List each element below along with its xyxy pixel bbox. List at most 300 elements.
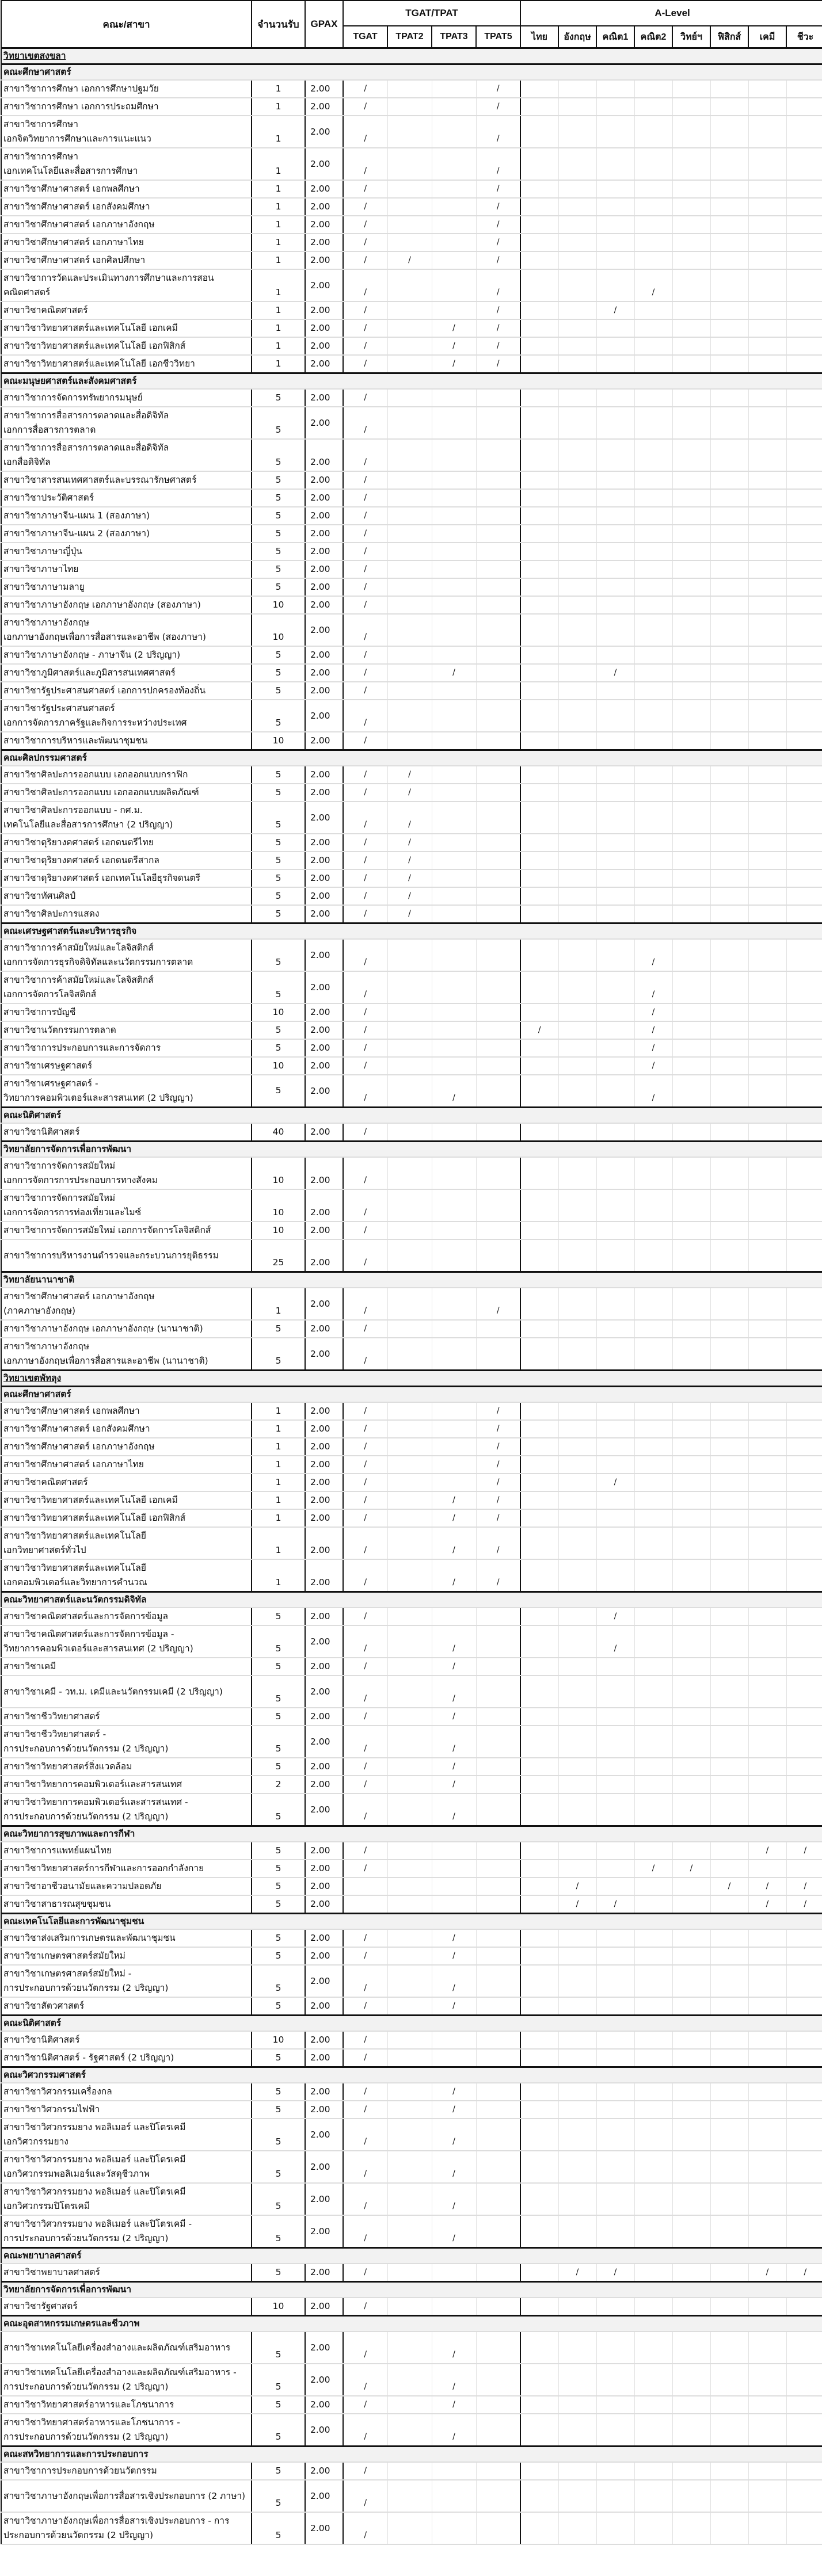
empty-requirement-cell xyxy=(558,1491,596,1509)
empty-requirement-cell xyxy=(387,614,432,646)
required-check-mark: / xyxy=(343,525,387,543)
seats-value: 1 xyxy=(252,1527,305,1559)
empty-requirement-cell xyxy=(634,319,672,337)
program-name: สาขาวิชาวิทยาศาสตร์และเทคโนโลยี เอกเคมี xyxy=(1,1491,252,1509)
empty-requirement-cell xyxy=(432,596,476,614)
program-name: สาขาวิชาเทคโนโลยีเครื่องสำอางและผลิตภัณฑ์เสริมอาหาร xyxy=(1,2331,252,2364)
empty-requirement-cell xyxy=(748,116,786,148)
required-check-mark: / xyxy=(343,1625,387,1658)
empty-requirement-cell xyxy=(672,2480,710,2512)
empty-requirement-cell xyxy=(786,251,822,269)
required-check-mark: / xyxy=(343,1758,387,1776)
empty-requirement-cell xyxy=(520,2049,558,2067)
program-row xyxy=(1,507,822,525)
empty-requirement-cell xyxy=(476,732,520,750)
empty-requirement-cell xyxy=(387,1676,432,1708)
required-check-mark: / xyxy=(476,1438,520,1456)
seats-value: 1 xyxy=(252,216,305,234)
program-row xyxy=(1,1877,822,1895)
empty-requirement-cell xyxy=(634,471,672,489)
empty-requirement-cell xyxy=(634,1726,672,1758)
empty-requirement-cell xyxy=(786,302,822,319)
program-row xyxy=(1,1189,822,1222)
empty-requirement-cell xyxy=(558,766,596,784)
empty-requirement-cell xyxy=(476,1860,520,1877)
empty-requirement-cell xyxy=(710,1402,748,1420)
empty-requirement-cell xyxy=(432,2480,476,2512)
empty-requirement-cell xyxy=(748,887,786,905)
empty-requirement-cell xyxy=(596,389,634,407)
program-row xyxy=(1,2462,822,2480)
empty-requirement-cell xyxy=(558,1420,596,1438)
empty-requirement-cell xyxy=(710,664,748,682)
empty-requirement-cell xyxy=(476,971,520,1003)
required-check-mark: / xyxy=(343,1123,387,1142)
program-row xyxy=(1,732,822,750)
empty-requirement-cell xyxy=(432,1895,476,1914)
empty-requirement-cell xyxy=(786,1320,822,1338)
empty-requirement-cell xyxy=(786,2151,822,2183)
gpax-value: 2.00 xyxy=(305,1965,343,1997)
empty-requirement-cell xyxy=(748,905,786,923)
empty-requirement-cell xyxy=(672,1947,710,1965)
empty-requirement-cell xyxy=(634,1793,672,1826)
gpax-value: 2.00 xyxy=(305,834,343,852)
empty-requirement-cell xyxy=(634,407,672,439)
empty-requirement-cell xyxy=(786,1057,822,1075)
seats-value: 5 xyxy=(252,2396,305,2414)
program-name: สาขาวิชาภาษามลายู xyxy=(1,578,252,596)
empty-requirement-cell xyxy=(520,1123,558,1142)
empty-requirement-cell xyxy=(634,1559,672,1592)
empty-requirement-cell xyxy=(786,1658,822,1676)
empty-requirement-cell xyxy=(786,1239,822,1272)
program-row xyxy=(1,234,822,251)
empty-requirement-cell xyxy=(558,1947,596,1965)
empty-requirement-cell xyxy=(387,543,432,560)
required-check-mark: / xyxy=(343,1726,387,1758)
empty-requirement-cell xyxy=(634,116,672,148)
empty-requirement-cell xyxy=(748,1402,786,1420)
empty-requirement-cell xyxy=(520,1965,558,1997)
seats-column-header: จำนวนรับ xyxy=(252,1,305,48)
program-row xyxy=(1,1625,822,1658)
program-row xyxy=(1,2083,822,2101)
empty-requirement-cell xyxy=(520,507,558,525)
program-name: สาขาวิชาวิทยาศาสตร์และเทคโนโลยี เอกฟิสิกส์ xyxy=(1,337,252,355)
required-check-mark: / xyxy=(387,802,432,834)
empty-requirement-cell xyxy=(634,1676,672,1708)
empty-requirement-cell xyxy=(672,1057,710,1075)
empty-requirement-cell xyxy=(476,869,520,887)
program-row xyxy=(1,1708,822,1726)
empty-requirement-cell xyxy=(786,869,822,887)
empty-requirement-cell xyxy=(634,1491,672,1509)
gpax-value: 2.00 xyxy=(305,216,343,234)
empty-requirement-cell xyxy=(476,1877,520,1895)
empty-requirement-cell xyxy=(596,1726,634,1758)
required-check-mark: / xyxy=(343,1239,387,1272)
program-name: สาขาวิชาการค้าสมัยใหม่และโลจิสติกส์ เอกการจัดการธุรกิจดิจิทัลและนวัตกรรมการตลาด xyxy=(1,939,252,971)
empty-requirement-cell xyxy=(672,251,710,269)
empty-requirement-cell xyxy=(596,1003,634,1021)
empty-requirement-cell xyxy=(476,2298,520,2316)
subject-column-header: เคมี xyxy=(748,26,786,48)
program-row xyxy=(1,180,822,198)
empty-requirement-cell xyxy=(748,700,786,732)
seats-value: 5 xyxy=(252,1997,305,2016)
seats-value: 5 xyxy=(252,1625,305,1658)
empty-requirement-cell xyxy=(596,1222,634,1239)
seats-value: 10 xyxy=(252,1222,305,1239)
faculty-name: คณะศิลปกรรมศาสตร์ xyxy=(1,750,822,766)
program-name: สาขาวิชาทัศนศิลป์ xyxy=(1,887,252,905)
required-check-mark: / xyxy=(343,1456,387,1474)
empty-requirement-cell xyxy=(748,489,786,507)
empty-requirement-cell xyxy=(672,578,710,596)
empty-requirement-cell xyxy=(710,682,748,700)
seats-value: 5 xyxy=(252,2364,305,2396)
program-row xyxy=(1,1929,822,1947)
empty-requirement-cell xyxy=(558,2480,596,2512)
empty-requirement-cell xyxy=(786,1776,822,1793)
program-row xyxy=(1,269,822,302)
empty-requirement-cell xyxy=(748,1420,786,1438)
seats-value: 5 xyxy=(252,439,305,471)
required-check-mark: / xyxy=(786,1877,822,1895)
empty-requirement-cell xyxy=(476,1708,520,1726)
required-check-mark: / xyxy=(343,2215,387,2248)
empty-requirement-cell xyxy=(387,578,432,596)
empty-requirement-cell xyxy=(558,98,596,116)
empty-requirement-cell xyxy=(634,1288,672,1320)
empty-requirement-cell xyxy=(634,1123,672,1142)
empty-requirement-cell xyxy=(710,1239,748,1272)
empty-requirement-cell xyxy=(634,852,672,869)
empty-requirement-cell xyxy=(476,407,520,439)
empty-requirement-cell xyxy=(634,2101,672,2119)
empty-requirement-cell xyxy=(520,269,558,302)
gpax-value: 2.00 xyxy=(305,700,343,732)
empty-requirement-cell xyxy=(634,1189,672,1222)
empty-requirement-cell xyxy=(748,507,786,525)
empty-requirement-cell xyxy=(476,1965,520,1997)
faculty-column-header: คณะ/สาขา xyxy=(1,1,252,48)
seats-value: 5 xyxy=(252,560,305,578)
empty-requirement-cell xyxy=(558,682,596,700)
empty-requirement-cell xyxy=(476,2101,520,2119)
program-row xyxy=(1,1003,822,1021)
empty-requirement-cell xyxy=(634,646,672,664)
required-check-mark: / xyxy=(343,1189,387,1222)
gpax-value: 2.00 xyxy=(305,1402,343,1420)
required-check-mark: / xyxy=(786,1842,822,1860)
required-check-mark: / xyxy=(558,2264,596,2282)
program-name: สาขาวิชาศิลปะการแสดง xyxy=(1,905,252,923)
empty-requirement-cell xyxy=(748,664,786,682)
gpax-value: 2.00 xyxy=(305,1438,343,1456)
gpax-value: 2.00 xyxy=(305,1021,343,1039)
empty-requirement-cell xyxy=(672,2331,710,2364)
empty-requirement-cell xyxy=(710,802,748,834)
empty-requirement-cell xyxy=(596,596,634,614)
empty-requirement-cell xyxy=(748,389,786,407)
required-check-mark: / xyxy=(476,216,520,234)
empty-requirement-cell xyxy=(786,471,822,489)
empty-requirement-cell xyxy=(520,302,558,319)
empty-requirement-cell xyxy=(748,869,786,887)
empty-requirement-cell xyxy=(634,869,672,887)
empty-requirement-cell xyxy=(432,269,476,302)
gpax-value: 2.00 xyxy=(305,1708,343,1726)
empty-requirement-cell xyxy=(596,766,634,784)
required-check-mark: / xyxy=(558,1895,596,1914)
program-name: สาขาวิชานิติศาสตร์ xyxy=(1,2031,252,2049)
empty-requirement-cell xyxy=(786,407,822,439)
gpax-value: 2.00 xyxy=(305,471,343,489)
empty-requirement-cell xyxy=(710,80,748,98)
empty-requirement-cell xyxy=(672,1420,710,1438)
empty-requirement-cell xyxy=(786,1075,822,1108)
empty-requirement-cell xyxy=(387,1965,432,1997)
empty-requirement-cell xyxy=(786,337,822,355)
empty-requirement-cell xyxy=(596,646,634,664)
empty-requirement-cell xyxy=(558,852,596,869)
empty-requirement-cell xyxy=(710,1559,748,1592)
empty-requirement-cell xyxy=(432,1021,476,1039)
program-row xyxy=(1,887,822,905)
empty-requirement-cell xyxy=(710,905,748,923)
empty-requirement-cell xyxy=(710,2215,748,2248)
empty-requirement-cell xyxy=(672,971,710,1003)
gpax-value: 2.00 xyxy=(305,784,343,802)
empty-requirement-cell xyxy=(710,1997,748,2016)
empty-requirement-cell xyxy=(672,2183,710,2215)
empty-requirement-cell xyxy=(710,869,748,887)
empty-requirement-cell xyxy=(387,234,432,251)
empty-requirement-cell xyxy=(710,1123,748,1142)
program-name: สาขาวิชาภาษาอังกฤษเพื่อการสื่อสารเชิงประกอบการ - การประกอบการด้วยนวัตกรรม (2 ปริญญา) xyxy=(1,2512,252,2544)
empty-requirement-cell xyxy=(634,198,672,216)
seats-value: 5 xyxy=(252,507,305,525)
empty-requirement-cell xyxy=(520,1189,558,1222)
required-check-mark: / xyxy=(476,1527,520,1559)
empty-requirement-cell xyxy=(672,355,710,373)
empty-requirement-cell xyxy=(596,2101,634,2119)
program-name: สาขาวิชาวิทยาศาสตร์และเทคโนโลยี เอกชีววิทยา xyxy=(1,355,252,373)
empty-requirement-cell xyxy=(387,525,432,543)
gpax-value: 2.00 xyxy=(305,732,343,750)
empty-requirement-cell xyxy=(710,2512,748,2544)
empty-requirement-cell xyxy=(634,700,672,732)
empty-requirement-cell xyxy=(476,1157,520,1189)
program-row xyxy=(1,1222,822,1239)
required-check-mark: / xyxy=(343,489,387,507)
empty-requirement-cell xyxy=(786,1189,822,1222)
empty-requirement-cell xyxy=(387,198,432,216)
empty-requirement-cell xyxy=(387,1222,432,1239)
empty-requirement-cell xyxy=(748,682,786,700)
empty-requirement-cell xyxy=(520,198,558,216)
faculty-name: คณะพยาบาลศาสตร์ xyxy=(1,2248,822,2264)
program-name: สาขาวิชาวิศวกรรมยาง พอลิเมอร์ และปิโตรเคมี - การประกอบการด้วยนวัตกรรม (2 ปริญญา) xyxy=(1,2215,252,2248)
required-check-mark: / xyxy=(432,2414,476,2447)
required-check-mark: / xyxy=(432,2215,476,2248)
seats-value: 5 xyxy=(252,1860,305,1877)
seats-value: 1 xyxy=(252,1456,305,1474)
empty-requirement-cell xyxy=(387,98,432,116)
program-row xyxy=(1,489,822,507)
empty-requirement-cell xyxy=(520,1456,558,1474)
empty-requirement-cell xyxy=(672,1726,710,1758)
empty-requirement-cell xyxy=(596,1021,634,1039)
empty-requirement-cell xyxy=(558,319,596,337)
empty-requirement-cell xyxy=(432,216,476,234)
required-check-mark: / xyxy=(634,1860,672,1877)
program-row xyxy=(1,2101,822,2119)
empty-requirement-cell xyxy=(672,596,710,614)
empty-requirement-cell xyxy=(710,1338,748,1371)
empty-requirement-cell xyxy=(672,1658,710,1676)
empty-requirement-cell xyxy=(558,614,596,646)
empty-requirement-cell xyxy=(634,784,672,802)
empty-requirement-cell xyxy=(596,1658,634,1676)
program-name: สาขาวิชาคณิตศาสตร์ xyxy=(1,302,252,319)
required-check-mark: / xyxy=(343,543,387,560)
required-check-mark: / xyxy=(343,700,387,732)
empty-requirement-cell xyxy=(558,1997,596,2016)
empty-requirement-cell xyxy=(634,1157,672,1189)
empty-requirement-cell xyxy=(476,614,520,646)
empty-requirement-cell xyxy=(786,1509,822,1527)
program-row xyxy=(1,2049,822,2067)
empty-requirement-cell xyxy=(786,1021,822,1039)
empty-requirement-cell xyxy=(596,1708,634,1726)
empty-requirement-cell xyxy=(476,1793,520,1826)
empty-requirement-cell xyxy=(596,1320,634,1338)
empty-requirement-cell xyxy=(596,1559,634,1592)
empty-requirement-cell xyxy=(432,1003,476,1021)
seats-value: 5 xyxy=(252,1758,305,1776)
empty-requirement-cell xyxy=(748,1860,786,1877)
gpax-value: 2.00 xyxy=(305,116,343,148)
empty-requirement-cell xyxy=(596,337,634,355)
empty-requirement-cell xyxy=(786,1039,822,1057)
program-row xyxy=(1,971,822,1003)
empty-requirement-cell xyxy=(710,2101,748,2119)
required-check-mark: / xyxy=(343,1676,387,1708)
program-row xyxy=(1,543,822,560)
program-row xyxy=(1,355,822,373)
empty-requirement-cell xyxy=(596,905,634,923)
empty-requirement-cell xyxy=(558,302,596,319)
empty-requirement-cell xyxy=(476,664,520,682)
empty-requirement-cell xyxy=(710,2331,748,2364)
empty-requirement-cell xyxy=(596,2396,634,2414)
empty-requirement-cell xyxy=(634,1842,672,1860)
required-check-mark: / xyxy=(476,1402,520,1420)
seats-value: 5 xyxy=(252,1338,305,1371)
empty-requirement-cell xyxy=(634,1608,672,1625)
empty-requirement-cell xyxy=(748,1965,786,1997)
seats-value: 10 xyxy=(252,732,305,750)
empty-requirement-cell xyxy=(710,1676,748,1708)
seats-value: 5 xyxy=(252,766,305,784)
empty-requirement-cell xyxy=(634,1929,672,1947)
empty-requirement-cell xyxy=(748,148,786,180)
seats-value: 1 xyxy=(252,80,305,98)
program-name: สาขาวิชาวิทยาศาสตร์อาหารและโภชนาการ xyxy=(1,2396,252,2414)
empty-requirement-cell xyxy=(748,1527,786,1559)
required-check-mark: / xyxy=(343,198,387,216)
empty-requirement-cell xyxy=(634,1625,672,1658)
required-check-mark: / xyxy=(343,2183,387,2215)
empty-requirement-cell xyxy=(476,834,520,852)
program-name: สาขาวิชาสัตวศาสตร์ xyxy=(1,1997,252,2016)
seats-value: 5 xyxy=(252,939,305,971)
empty-requirement-cell xyxy=(432,682,476,700)
required-check-mark: / xyxy=(343,1776,387,1793)
empty-requirement-cell xyxy=(596,525,634,543)
empty-requirement-cell xyxy=(748,2049,786,2067)
empty-requirement-cell xyxy=(786,1997,822,2016)
faculty-name: คณะอุตสาหกรรมเกษตรและชีวภาพ xyxy=(1,2316,822,2332)
empty-requirement-cell xyxy=(596,407,634,439)
program-name: สาขาวิชาวิทยาศาสตร์และเทคโนโลยี เอกฟิสิกส์ xyxy=(1,1509,252,1527)
program-row xyxy=(1,1021,822,1039)
required-check-mark: / xyxy=(343,1057,387,1075)
empty-requirement-cell xyxy=(387,2480,432,2512)
gpax-value: 2.00 xyxy=(305,596,343,614)
empty-requirement-cell xyxy=(387,337,432,355)
gpax-value: 2.00 xyxy=(305,1320,343,1338)
program-name: สาขาวิชารัฐศาสตร์ xyxy=(1,2298,252,2316)
empty-requirement-cell xyxy=(520,2215,558,2248)
required-check-mark: / xyxy=(432,1965,476,1997)
empty-requirement-cell xyxy=(432,525,476,543)
empty-requirement-cell xyxy=(672,269,710,302)
required-check-mark: / xyxy=(387,905,432,923)
empty-requirement-cell xyxy=(387,1189,432,1222)
empty-requirement-cell xyxy=(634,2364,672,2396)
empty-requirement-cell xyxy=(558,1157,596,1189)
empty-requirement-cell xyxy=(520,1895,558,1914)
gpax-value: 2.00 xyxy=(305,234,343,251)
empty-requirement-cell xyxy=(672,337,710,355)
empty-requirement-cell xyxy=(786,1420,822,1438)
empty-requirement-cell xyxy=(672,439,710,471)
empty-requirement-cell xyxy=(476,578,520,596)
empty-requirement-cell xyxy=(672,2031,710,2049)
subject-column-header: อังกฤษ xyxy=(558,26,596,48)
required-check-mark: / xyxy=(476,80,520,98)
required-check-mark: / xyxy=(432,1708,476,1726)
empty-requirement-cell xyxy=(748,1003,786,1021)
seats-value: 5 xyxy=(252,971,305,1003)
empty-requirement-cell xyxy=(558,1438,596,1456)
program-row xyxy=(1,1676,822,1708)
program-row xyxy=(1,1793,822,1826)
gpax-value: 2.00 xyxy=(305,1842,343,1860)
required-check-mark: / xyxy=(634,1075,672,1108)
empty-requirement-cell xyxy=(710,1474,748,1491)
campus-name: วิทยาเขตพัทลุง xyxy=(1,1371,822,1387)
empty-requirement-cell xyxy=(710,180,748,198)
gpax-value: 2.00 xyxy=(305,1075,343,1108)
empty-requirement-cell xyxy=(387,302,432,319)
empty-requirement-cell xyxy=(596,2414,634,2447)
required-check-mark: / xyxy=(476,1474,520,1491)
